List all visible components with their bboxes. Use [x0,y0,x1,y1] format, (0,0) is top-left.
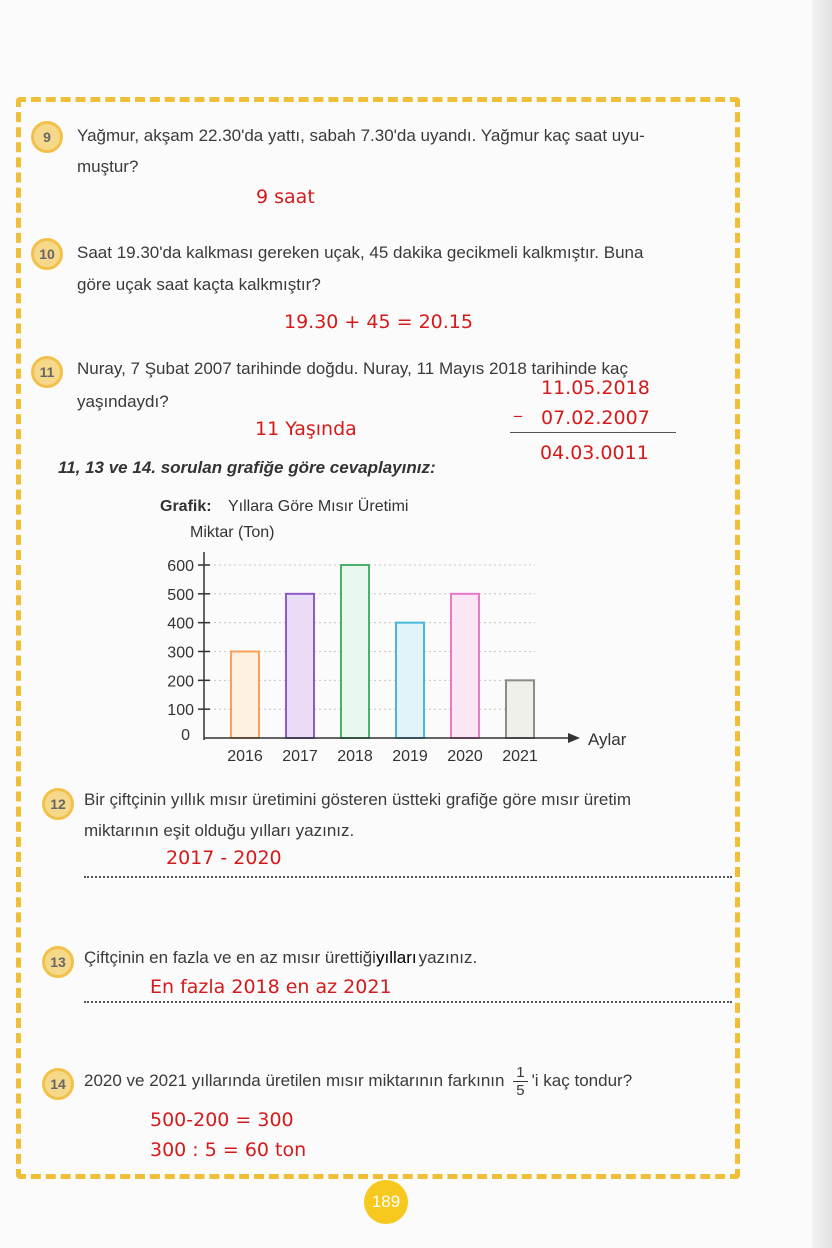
question-14-answer-1: 500-200 = 300 [150,1109,294,1131]
one-fifth-fraction [513,1064,527,1099]
question-14-text-a: 2020 ve 2021 yıllarında üretilen mısır miktarının farkının [84,1071,505,1090]
question-9-line1: Yağmur, akşam 22.30'da yattı, sabah 7.30'da uyandı. Yağmur kaç saat uyu- [77,126,645,145]
chart-x-tick-label: 2016 [227,748,263,765]
question-11-sub-minus: _ [514,398,522,417]
chart-x-axis-label: Aylar [588,730,627,749]
question-14-answer-2: 300 : 5 = 60 ton [150,1139,307,1161]
question-14-number: 14 [42,1068,74,1100]
page-edge [812,0,832,1248]
chart-bar-2020 [451,594,479,738]
subtraction-line [510,432,676,433]
question-10-line2: göre uçak saat kaçta kalkmıştır? [77,275,321,294]
chart-y-tick-label: 500 [167,586,194,604]
chart-x-tick-label: 2020 [447,748,483,765]
question-9-answer: 9 saat [256,186,315,208]
chart-bars [231,565,534,738]
chart-bar-2016 [231,652,259,739]
chart-x-tick-label: 2017 [282,748,318,765]
chart-y-tick-label: 600 [167,558,194,575]
question-12-text [84,785,631,845]
question-13-number: 13 [42,946,74,978]
question-13-text-a: Çiftçinin en fazla ve en az mısır ürettiği [84,948,376,967]
question-14-text [84,1062,632,1100]
question-12-line1: Bir çiftçinin yıllık mısır üretimini gösteren üstteki grafiğe göre mısır üretim [84,790,631,809]
question-12-line2: miktarının eşit olduğu yılları yazınız. [84,821,355,840]
question-11-sub-result: 04.03.0011 [540,442,649,464]
question-14-text-b: 'i kaç tondur? [531,1071,633,1090]
question-12-number: 12 [42,788,74,820]
question-11-sub-bottom: 07.02.2007 [541,407,650,429]
question-10-answer: 19.30 + 45 = 20.15 [284,311,473,333]
question-12-answer: 2017 - 2020 [166,847,282,869]
chart-title-bold: Grafik: [160,498,212,515]
question-10-number: 10 [31,238,63,270]
corn-production-chart [150,490,650,772]
question-13-text-b: yazınız. [418,948,478,967]
question-11-answer: 11 Yaşında [255,418,357,440]
question-10-text [77,238,643,299]
chart-title: Yıllara Göre Mısır Üretimi [228,498,409,515]
chart-x-tick-label: 2018 [337,748,373,765]
chart-x-tick-label: 2019 [392,748,428,765]
chart-x-axis-arrow [568,733,580,743]
chart-bar-2017 [286,594,314,738]
question-11-line1: Nuray, 7 Şubat 2007 tarihinde doğdu. Nuray, 11 Mayıs 2018 tarihinde kaç [77,359,628,378]
question-10-line1: Saat 19.30'da kalkması gereken uçak, 45 dakika gecikmeli kalkmıştır. Buna [77,243,644,262]
chart-y-tick-label: 400 [167,615,194,633]
question-13-text [84,943,477,972]
chart-y-tick-label: 0 [181,727,190,744]
chart-y-axis-label: Miktar (Ton) [190,524,275,541]
chart-bar-2018 [341,565,369,738]
page-number: 189 [364,1180,408,1224]
question-13-text-insert: yılları [375,948,417,967]
question-9-number: 9 [31,121,63,153]
question-11-sub-top: 11.05.2018 [541,377,650,399]
question-11-number: 11 [31,356,63,388]
fraction-denominator: 5 [516,1082,525,1100]
fraction-numerator: 1 [513,1064,527,1082]
chart-x-tick-label: 2021 [502,748,538,765]
chart-x-ticks [227,748,538,765]
chart-bar-2019 [396,623,424,738]
question-9-line2: muştur? [77,157,139,176]
chart-y-tick-label: 100 [167,702,194,720]
question-13-answer-line [84,1001,732,1003]
question-11-line2: yaşındaydı? [77,392,169,411]
section-heading: 11, 13 ve 14. sorulan grafiğe göre cevaplayınız: [58,458,436,477]
chart-y-tick-label: 200 [167,673,194,691]
question-9-text [77,121,645,181]
question-12-answer-line [84,876,732,878]
chart-y-tick-label: 300 [167,644,194,662]
chart-bar-2021 [506,680,534,738]
question-13-answer: En fazla 2018 en az 2021 [150,976,392,998]
